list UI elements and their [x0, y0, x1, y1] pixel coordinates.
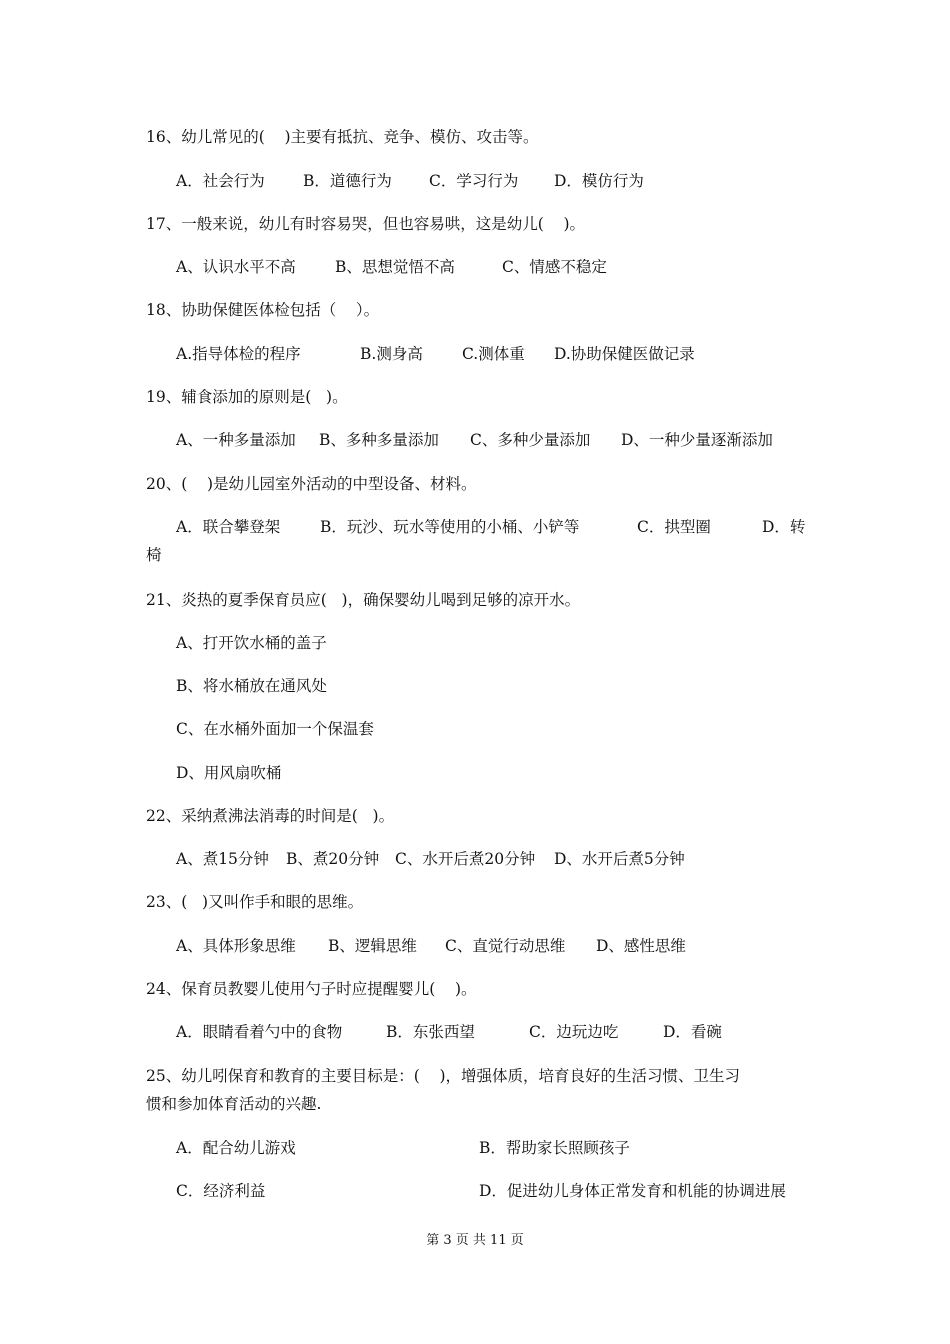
question-20-stem: 20、( )是幼儿园室外活动的中型设备、材料。: [146, 475, 477, 493]
q21-option-c: C、在水桶外面加一个保温套: [176, 720, 374, 738]
q16-option-d: D．模仿行为: [554, 172, 644, 190]
q21-option-b: B、将水桶放在通风处: [176, 677, 327, 695]
question-17-stem: 17、一般来说，幼儿有时容易哭，但也容易哄，这是幼儿( )。: [146, 215, 586, 233]
q21-option-d: D、用风扇吹桶: [176, 764, 282, 782]
q19-option-b: B、多种多量添加: [319, 431, 439, 449]
q24-option-c: C．边玩边吃: [529, 1023, 619, 1041]
q20-option-d: D．转: [762, 518, 806, 536]
q23-option-a: A、具体形象思维: [176, 937, 296, 955]
q23-option-b: B、逻辑思维: [328, 937, 417, 955]
q16-option-b: B．道德行为: [303, 172, 392, 190]
q17-option-b: B、思想觉悟不高: [335, 258, 455, 276]
q20-option-b: B．玩沙、玩水等使用的小桶、小铲等: [320, 518, 580, 536]
question-16-stem: 16、幼儿常见的( )主要有抵抗、竞争、模仿、攻击等。: [146, 128, 539, 146]
q22-option-a: A、煮15分钟: [176, 850, 269, 868]
q23-option-c: C、直觉行动思维: [445, 937, 566, 955]
q22-option-c: C、水开后煮20分钟: [395, 850, 536, 868]
q16-option-c: C．学习行为: [429, 172, 519, 190]
q17-option-c: C、情感不稳定: [502, 258, 607, 276]
q25-option-d: D．促进幼儿身体正常发育和机能的协调进展: [479, 1182, 786, 1200]
q18-option-b: B.测身高: [360, 345, 423, 363]
question-18-stem: 18、协助保健医体检包括（ ）。: [146, 301, 380, 319]
q19-option-c: C、多种少量添加: [470, 431, 591, 449]
question-22-stem: 22、采纳煮沸法消毒的时间是( )。: [146, 807, 395, 825]
q20-option-c: C．拱型圈: [637, 518, 711, 536]
question-23-stem: 23、( )又叫作手和眼的思维。: [146, 893, 364, 911]
q19-option-a: A、一种多量添加: [176, 431, 296, 449]
page-footer: 第 3 页 共 11 页: [426, 1233, 524, 1248]
q25-option-b: B．帮助家长照顾孩子: [479, 1139, 630, 1157]
q24-option-d: D．看碗: [663, 1023, 722, 1041]
q19-option-d: D、一种少量逐渐添加: [621, 431, 773, 449]
question-19-stem: 19、辅食添加的原则是( )。: [146, 388, 348, 406]
q24-option-b: B．东张西望: [386, 1023, 475, 1041]
question-21-stem: 21、炎热的夏季保育员应( )，确保婴幼儿喝到足够的凉开水。: [146, 591, 581, 609]
q22-option-b: B、煮20分钟: [286, 850, 380, 868]
q18-option-a: A.指导体检的程序: [176, 345, 301, 363]
question-25-stem-cont: 惯和参加体育活动的兴趣.: [146, 1095, 322, 1113]
q25-option-c: C．经济利益: [176, 1182, 266, 1200]
q23-option-d: D、感性思维: [596, 937, 686, 955]
q24-option-a: A．眼睛看着勺中的食物: [176, 1023, 343, 1041]
q16-option-a: A．社会行为: [176, 172, 265, 190]
q18-option-c: C.测体重: [462, 345, 525, 363]
q20-option-a: A．联合攀登架: [176, 518, 281, 536]
q20-option-d-wrap: 椅: [146, 546, 162, 564]
q18-option-d: D.协助保健医做记录: [554, 345, 695, 363]
q25-option-a: A．配合幼儿游戏: [176, 1139, 296, 1157]
q21-option-a: A、打开饮水桶的盖子: [176, 634, 327, 652]
q17-option-a: A、认识水平不高: [176, 258, 296, 276]
question-25-stem: 25、幼儿吲保育和教育的主要目标是：( )，增强体质，培育良好的生活习惯、卫生习: [146, 1067, 741, 1085]
question-24-stem: 24、保育员教婴儿使用勺子时应提醒婴儿( )。: [146, 980, 477, 998]
q22-option-d: D、水开后煮5分钟: [554, 850, 685, 868]
